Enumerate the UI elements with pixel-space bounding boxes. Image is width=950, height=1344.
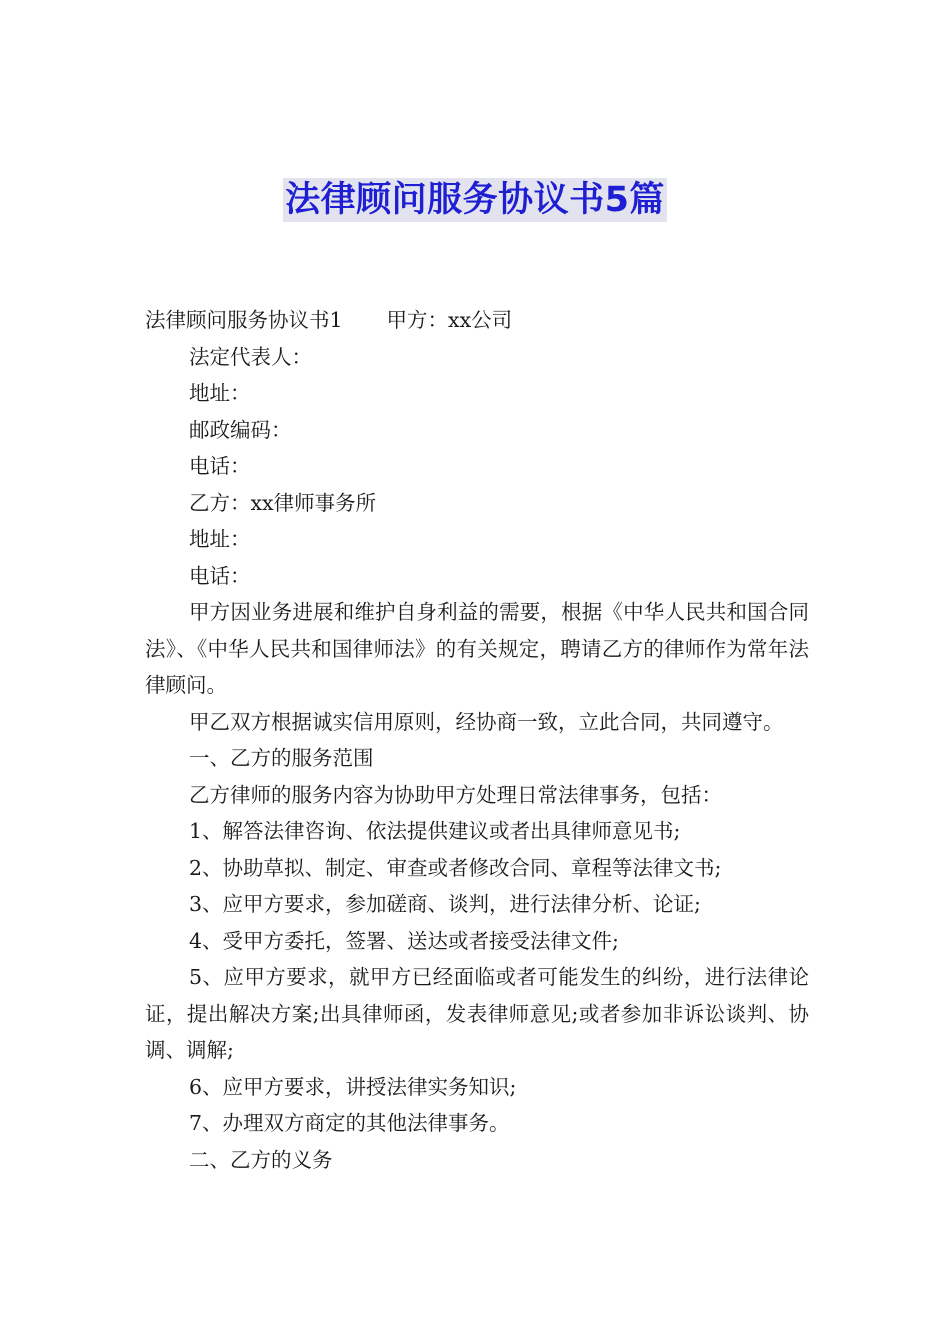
first-line <box>145 302 809 339</box>
party-a-postcode-line: 邮政编码： <box>189 417 292 442</box>
section-1-item-7: 7、办理双方商定的其他法律事务。 <box>189 1111 510 1135</box>
party-a-phone-line: 电话： <box>189 454 251 478</box>
party-a-address-line: 地址： <box>189 381 251 405</box>
title-container <box>0 178 950 222</box>
document-title: 法律顾问服务协议书5篇 <box>285 180 665 220</box>
section-1-item-4: 4、受甲方委托，签署、送达或者接受法律文件; <box>189 928 619 953</box>
party-b-address-line: 地址： <box>189 527 251 551</box>
section-1-heading: 一、乙方的服务范围 <box>189 746 374 770</box>
section-1-item-3: 3、应甲方要求，参加磋商、谈判，进行法律分析、论证; <box>189 892 701 916</box>
section-2-heading: 二、乙方的义务 <box>189 1147 333 1172</box>
section-1-item-6: 6、应甲方要求，讲授法律实务知识; <box>189 1074 517 1099</box>
paragraph-agreement: 甲乙双方根据诚实信用原则，经协商一致，立此合同，共同遵守。 <box>189 709 784 734</box>
section-1-item-1: 1、解答法律咨询、依法提供建议或者出具律师意见书; <box>189 819 681 843</box>
section-1-intro: 乙方律师的服务内容为协助甲方处理日常法律事务，包括： <box>189 782 722 807</box>
legal-representative-line: 法定代表人： <box>189 344 312 369</box>
document-body <box>145 302 809 1178</box>
agreement-heading: 法律顾问服务协议书1 <box>145 308 343 332</box>
party-a-line: 甲方：xx公司 <box>386 308 513 332</box>
section-1-item-5: 5、应甲方要求，就甲方已经面临或者可能发生的纠纷，进行法律论证，提出解决方案;出具律师函，发表律师意见;或者参加非诉讼谈判、协调、调解; <box>145 965 809 1062</box>
section-1-item-2: 2、协助草拟、制定、审查或者修改合同、章程等法律文书; <box>189 855 722 880</box>
party-b-line: 乙方：xx律师事务所 <box>189 490 377 515</box>
paragraph-purpose: 甲方因业务进展和维护自身利益的需要，根据《中华人民共和国合同法》、《中华人民共和国律师法》的有关规定，聘请乙方的律师作为常年法律顾问。 <box>145 600 809 697</box>
party-b-phone-line: 电话： <box>189 563 251 588</box>
